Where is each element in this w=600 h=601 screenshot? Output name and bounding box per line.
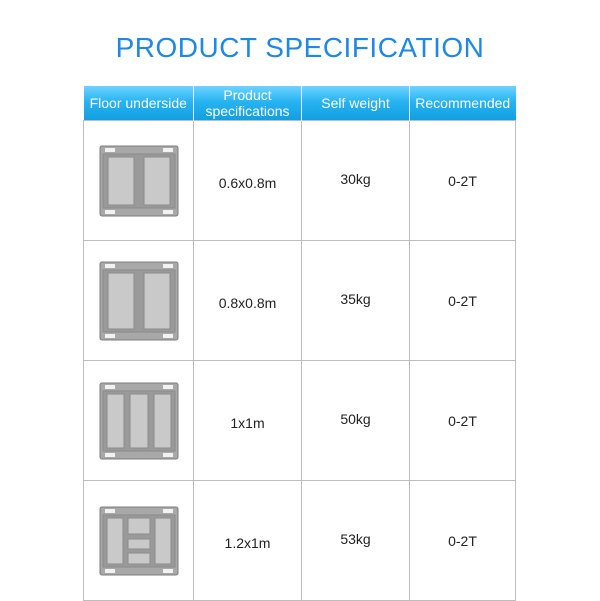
weight-cell: [302, 121, 410, 241]
floor-image-cell: [84, 481, 194, 601]
spec-cell: [194, 361, 302, 481]
header-product-specifications: [194, 86, 302, 121]
spec-value: 0.8x0.8m: [218, 294, 277, 311]
weight-cell: [302, 481, 410, 601]
header-row: [84, 86, 516, 121]
recommended-value: 0-2T: [448, 292, 477, 309]
floor-image-cell: [84, 241, 194, 361]
scale-platform-3-panel-icon: [99, 382, 179, 460]
table-row: [84, 361, 516, 481]
weight-value: 30kg: [340, 170, 371, 187]
weight-value: 35kg: [340, 290, 371, 307]
spec-value: 1x1m: [230, 414, 265, 431]
header-self-weight: Self weight: [302, 86, 410, 121]
header-product-line2: specifications: [205, 103, 290, 119]
weight-cell: [302, 241, 410, 361]
spec-cell: [194, 121, 302, 241]
spec-value: 0.6x0.8m: [218, 174, 277, 191]
weight-value: 50kg: [340, 410, 371, 427]
spec-cell: [194, 241, 302, 361]
recommended-value: 0-2T: [448, 172, 477, 189]
recommended-value: 0-2T: [448, 412, 477, 429]
scale-platform-h-panel-icon: [99, 506, 179, 576]
spec-value: 1.2x1m: [224, 534, 271, 551]
weight-cell: [302, 361, 410, 481]
recommended-cell: [410, 481, 516, 601]
recommended-cell: [410, 361, 516, 481]
floor-image-cell: [84, 361, 194, 481]
weight-value: 53kg: [340, 530, 371, 547]
header-floor-underside: Floor underside: [84, 86, 194, 121]
spec-cell: [194, 481, 302, 601]
table-row: [84, 241, 516, 361]
header-recommended: Recommended: [410, 86, 516, 121]
scale-platform-2-panel-icon: [99, 261, 179, 341]
page-title: PRODUCT SPECIFICATION: [115, 32, 485, 63]
spec-table: [83, 86, 516, 601]
floor-image-cell: [84, 121, 194, 241]
table-row: [84, 481, 516, 601]
scale-platform-2-panel-icon: [99, 145, 179, 217]
recommended-cell: [410, 241, 516, 361]
recommended-cell: [410, 121, 516, 241]
recommended-value: 0-2T: [448, 532, 477, 549]
table-row: [84, 121, 516, 241]
header-product-line1: Product: [223, 87, 272, 103]
